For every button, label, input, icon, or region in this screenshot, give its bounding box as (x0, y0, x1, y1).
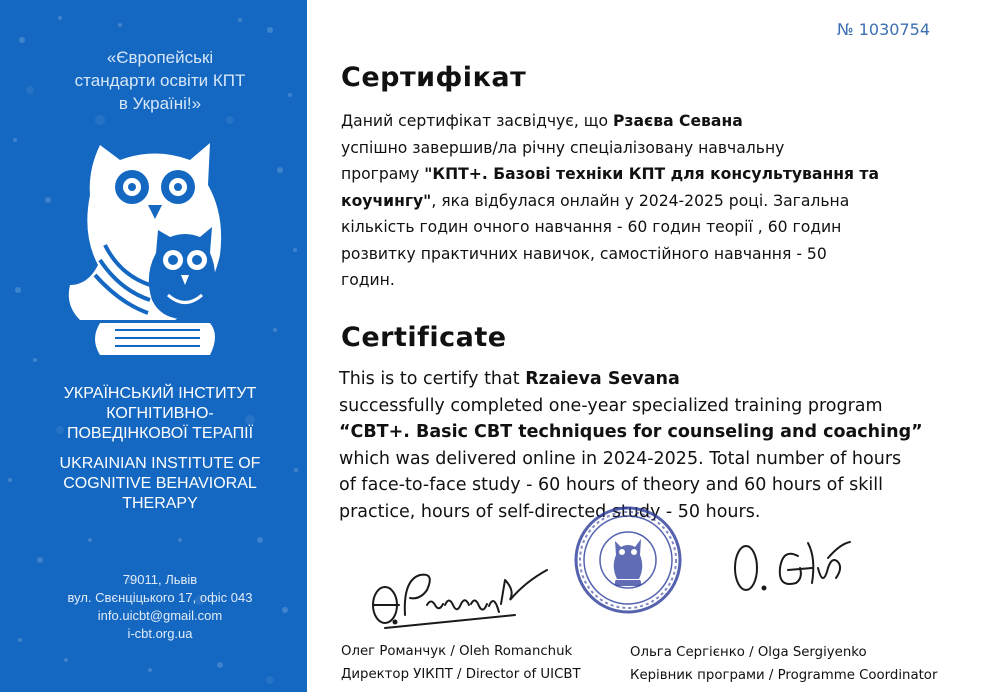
body-line: годин. (341, 271, 395, 289)
institute-line: КОГНІТИВНО- (106, 405, 214, 422)
signer-2-name: Ольга Сергієнко / Olga Sergiyenko (630, 645, 867, 660)
address-block (40, 571, 280, 643)
body-line: of face-to-face study - 60 hours of theory and 60 hours of skill (339, 475, 883, 495)
institute-line: УКРАЇНСЬКИЙ ІНСТИТУТ (63, 385, 257, 402)
title-ua: Сертифікат (341, 62, 527, 93)
address-website[interactable]: i-cbt.org.ua (127, 626, 193, 641)
motto-line: в Україні!» (118, 94, 202, 113)
signer-1-role: Директор УІКПТ / Director of UICBT (341, 667, 581, 682)
program-name-ua: "КПТ+. Базові техніки КПТ для консультування та (424, 165, 879, 183)
program-name-en: “CBT+. Basic CBT techniques for counseling and coaching” (339, 422, 923, 442)
text: Даний сертифікат засвідчує, що (341, 112, 613, 130)
body-line: which was delivered online in 2024-2025. Total number of hours (339, 448, 902, 469)
body-line: successfully completed one-year specialized training program (339, 395, 883, 416)
body-line (341, 108, 941, 135)
body-line (341, 161, 941, 188)
title-en: Certificate (341, 322, 507, 353)
body-line (339, 366, 939, 393)
body-ua (341, 108, 941, 294)
institute-name-ua (40, 384, 280, 444)
text: програму (341, 165, 425, 183)
body-line (341, 188, 941, 215)
text: , яка відбулася онлайн у 2024-2025 році. Загальна (431, 191, 850, 210)
motto-line: стандарти освіти КПТ (74, 71, 246, 90)
recipient-name-ua: Рзаєва Севана (612, 112, 743, 130)
body-line (339, 419, 939, 446)
institute-line: UKRAINIAN INSTITUTE OF (59, 455, 261, 472)
address-street: вул. Свєнціцького 17, офіс 043 (67, 590, 253, 605)
body-line: успішно завершив/ла річну спеціалізовану навчальну (341, 138, 785, 157)
certificate-number: № 1030754 (837, 20, 930, 39)
signer-2-role: Керівник програми / Programme Coordinator (630, 668, 938, 683)
institute-line: COGNITIVE BEHAVIORAL (63, 475, 257, 492)
body-line: practice, hours of self-directed study - 50 hours. (339, 501, 761, 522)
body-line: розвитку практичних навичок, самостійного навчання - 50 (341, 244, 827, 263)
program-name-ua-cont: коучингу" (341, 191, 432, 210)
signer-1-name: Олег Романчук / Oleh Romanchuk (341, 644, 573, 659)
owls-on-book-icon (60, 135, 250, 360)
body-en (339, 366, 939, 525)
signer-1 (341, 640, 581, 686)
handwritten-signature-sergiyenko (728, 538, 853, 598)
round-seal-stamp-icon (563, 505, 693, 615)
recipient-name-en: Rzaieva Sevana (525, 369, 680, 389)
institute-line: THERAPY (122, 495, 198, 512)
text: This is to certify that (339, 369, 526, 389)
institute-line: ПОВЕДІНКОВОЇ ТЕРАПІЇ (66, 425, 254, 442)
motto-line: «Європейські (106, 48, 214, 67)
signer-2 (630, 641, 937, 687)
address-email[interactable]: info.uicbt@gmail.com (97, 608, 223, 623)
address-city: 79011, Львів (122, 572, 198, 587)
institute-name-en (40, 454, 280, 514)
motto (40, 46, 280, 115)
body-line: кількість годин очного навчання - 60 годин теорії , 60 годин (341, 218, 842, 236)
left-blue-panel (0, 0, 307, 692)
handwritten-signature-romanchuk (365, 560, 555, 635)
